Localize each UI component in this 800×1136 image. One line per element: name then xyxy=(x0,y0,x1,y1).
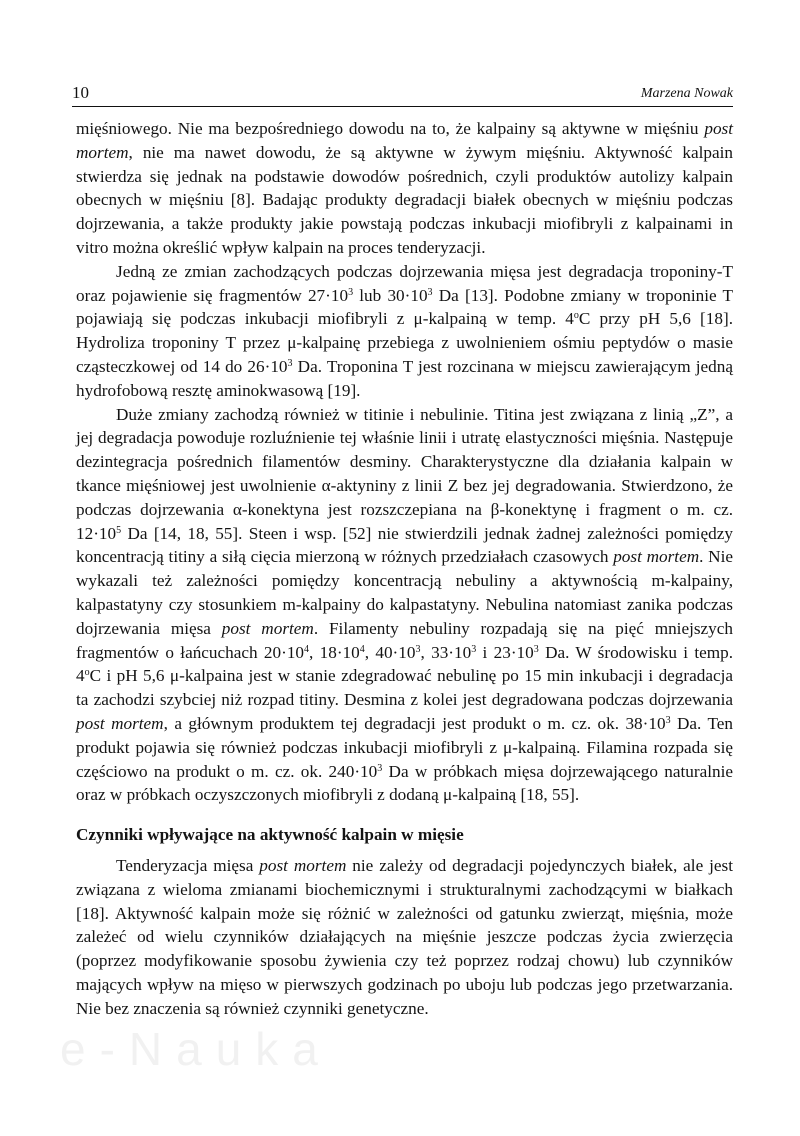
text-run: , a głównym produktem tej degradacji jest produkt o m. cz. ok. 38·10 xyxy=(163,713,666,733)
text-run: mięśniowego. Nie ma bezpośredniego dowodu na to, że kalpainy są aktywne w mięśniu xyxy=(76,119,705,138)
paragraph-2 xyxy=(76,260,733,403)
text-run: , nie ma nawet dowodu, że są aktywne w żywym mięśniu. Aktywność kalpain stwierdza się jednak na podstawie dowodów pośrednich, czyli produktów autolizy kalpain obecnych w mięśniu [8]. Badając produkty degradacji białek obecnych w mięśniu podczas dojrzewania, a także produkty jakie powstają podczas inkubacji miofibryli z kalpainami in vitro można określić wpływ kalpain na proces tenderyzacji. xyxy=(76,142,733,257)
text-run: Da [14, 18, 55]. Steen i wsp. [52] nie stwierdzili jednak żadnej zależności pomiędzy koncentracją titiny a siłą cięcia mierzoną w różnych przedziałach czasowych xyxy=(76,523,733,567)
running-header xyxy=(72,82,733,107)
paragraph-1 xyxy=(76,117,733,260)
text-run: Duże zmiany zachodzą również w titinie i nebulinie. Titina jest związana z linią „Z”, a jej degradacja powoduje rozluźnienie tej właśnie linii i utratę elastyczności mięśnia. Następuje dezintegracja pośrednich filamentów desminy. Charakterystyczne dla działania kalpain w tkance mięśniowej jest uwolnienie α-aktyniny z linii Z bez jej degradowania. Stwierdzono, że podczas dojrzewania α-konektyna jest rozszczepiana na β-konektynę i fragment o m. cz. 12·10 xyxy=(76,404,733,543)
superscript: 4 xyxy=(359,643,365,655)
italic-run: post mortem xyxy=(76,713,164,733)
superscript: 3 xyxy=(471,643,477,655)
text-run: , 40·10 xyxy=(364,642,416,662)
text-run: Jedną ze zmian zachodzących podczas dojrzewania mięsa jest degradacja troponiny-T oraz pojawienie się fragmentów 27·10 xyxy=(76,261,733,305)
superscript: 3 xyxy=(533,643,539,655)
text-run: i 23·10 xyxy=(476,642,534,662)
text-run: , 33·10 xyxy=(420,642,472,662)
text-run: Da. W środowisku i temp. 4 xyxy=(76,642,734,686)
italic-run: post mortem xyxy=(613,547,700,567)
text-run: Da. Ten produkt pojawia się również podczas inkubacji miofibryli z μ-kalpainą. Filamina rozpada się częściowo na produkt o m. cz. ok. 240·10 xyxy=(76,713,733,781)
text-run: . Nie wykazali też zależności pomiędzy koncentracją nebuliny a aktywnością m-kalpainy, kalpastatyny czy stosunkiem m-kalpainy do kalpastatyny. Nebulina natomiast zanika podczas dojrzewania mięsa xyxy=(76,547,733,638)
text-run: Da. Troponina T jest rozcinana w miejscu zawierającym jedną hydrofobową resztę aminokwasową [19]. xyxy=(76,356,733,400)
italic-run: post mortem xyxy=(76,119,733,162)
text-run: nie zależy od degradacji pojedynczych białek, ale jest związana z wieloma zmianami biochemicznymi i strukturalnymi zachodzącymi w białkach [18]. Aktywność kalpain może się różnić w zależności od gatunku zwierząt, mięśnia, może zależeć od wielu czynników działających na mięśnie jeszcze podczas życia zwierzęcia (poprzez modyfikowanie sposobu żywienia czy też poprzez rodzaj chowu) lub czynników mających wpływ na mięso w pierwszych godzinach po uboju lub podczas jego przetwarzania. Nie bez znaczenia są również czynniki genetyczne. xyxy=(76,855,733,1018)
body-text xyxy=(76,117,733,1020)
section-heading: Czynniki wpływające na aktywność kalpain w mięsie xyxy=(76,825,464,845)
superscript: o xyxy=(573,310,579,322)
superscript: 3 xyxy=(665,714,671,726)
text-run: C przy pH 5,6 [18]. Hydroliza troponiny T przez μ-kalpainę przebiega z uwolnieniem ośmiu peptydów o masie cząsteczkowej od 14 do 26·10 xyxy=(76,309,733,376)
text-run: , 18·10 xyxy=(309,642,360,662)
running-author: Marzena Nowak xyxy=(640,86,733,101)
superscript: 3 xyxy=(427,286,433,298)
text-run: Da [13]. Podobne zmiany w troponinie T pojawiają się podczas inkubacji miofibryli z μ-kalpainą w temp. 4 xyxy=(76,285,733,329)
superscript: 3 xyxy=(348,286,354,298)
watermark: e-Nauka xyxy=(60,1023,332,1075)
section-paragraph xyxy=(76,854,733,1021)
paragraph-3 xyxy=(76,403,733,808)
italic-run: post mortem xyxy=(221,618,314,638)
text-run: C i pH 5,6 μ-kalpaina jest w stanie zdegradować nebulinę po 15 min inkubacji i degradacja ta zachodzi szybciej niż rozpad titiny. Desmina z kolei jest degradowana podczas dojrzewania xyxy=(76,666,733,710)
superscript: 3 xyxy=(377,762,383,774)
superscript: 3 xyxy=(287,357,293,369)
superscript: 3 xyxy=(415,643,421,655)
superscript: o xyxy=(84,667,90,679)
text-run: Da w próbkach mięsa dojrzewającego naturalnie oraz w próbkach oczyszczonych miofibryli z dodaną μ-kalpainą [18, 55]. xyxy=(76,761,733,805)
superscript: 4 xyxy=(304,643,310,655)
superscript: 5 xyxy=(116,524,122,536)
text-run: Tenderyzacja mięsa xyxy=(116,855,260,875)
text-run: . Filamenty nebuliny rozpadają się na pięć mniejszych fragmentów o łańcuchach 20·10 xyxy=(76,618,733,662)
text-run: lub 30·10 xyxy=(353,285,428,305)
italic-run: post mortem xyxy=(259,855,347,875)
page-number: 10 xyxy=(72,83,89,102)
